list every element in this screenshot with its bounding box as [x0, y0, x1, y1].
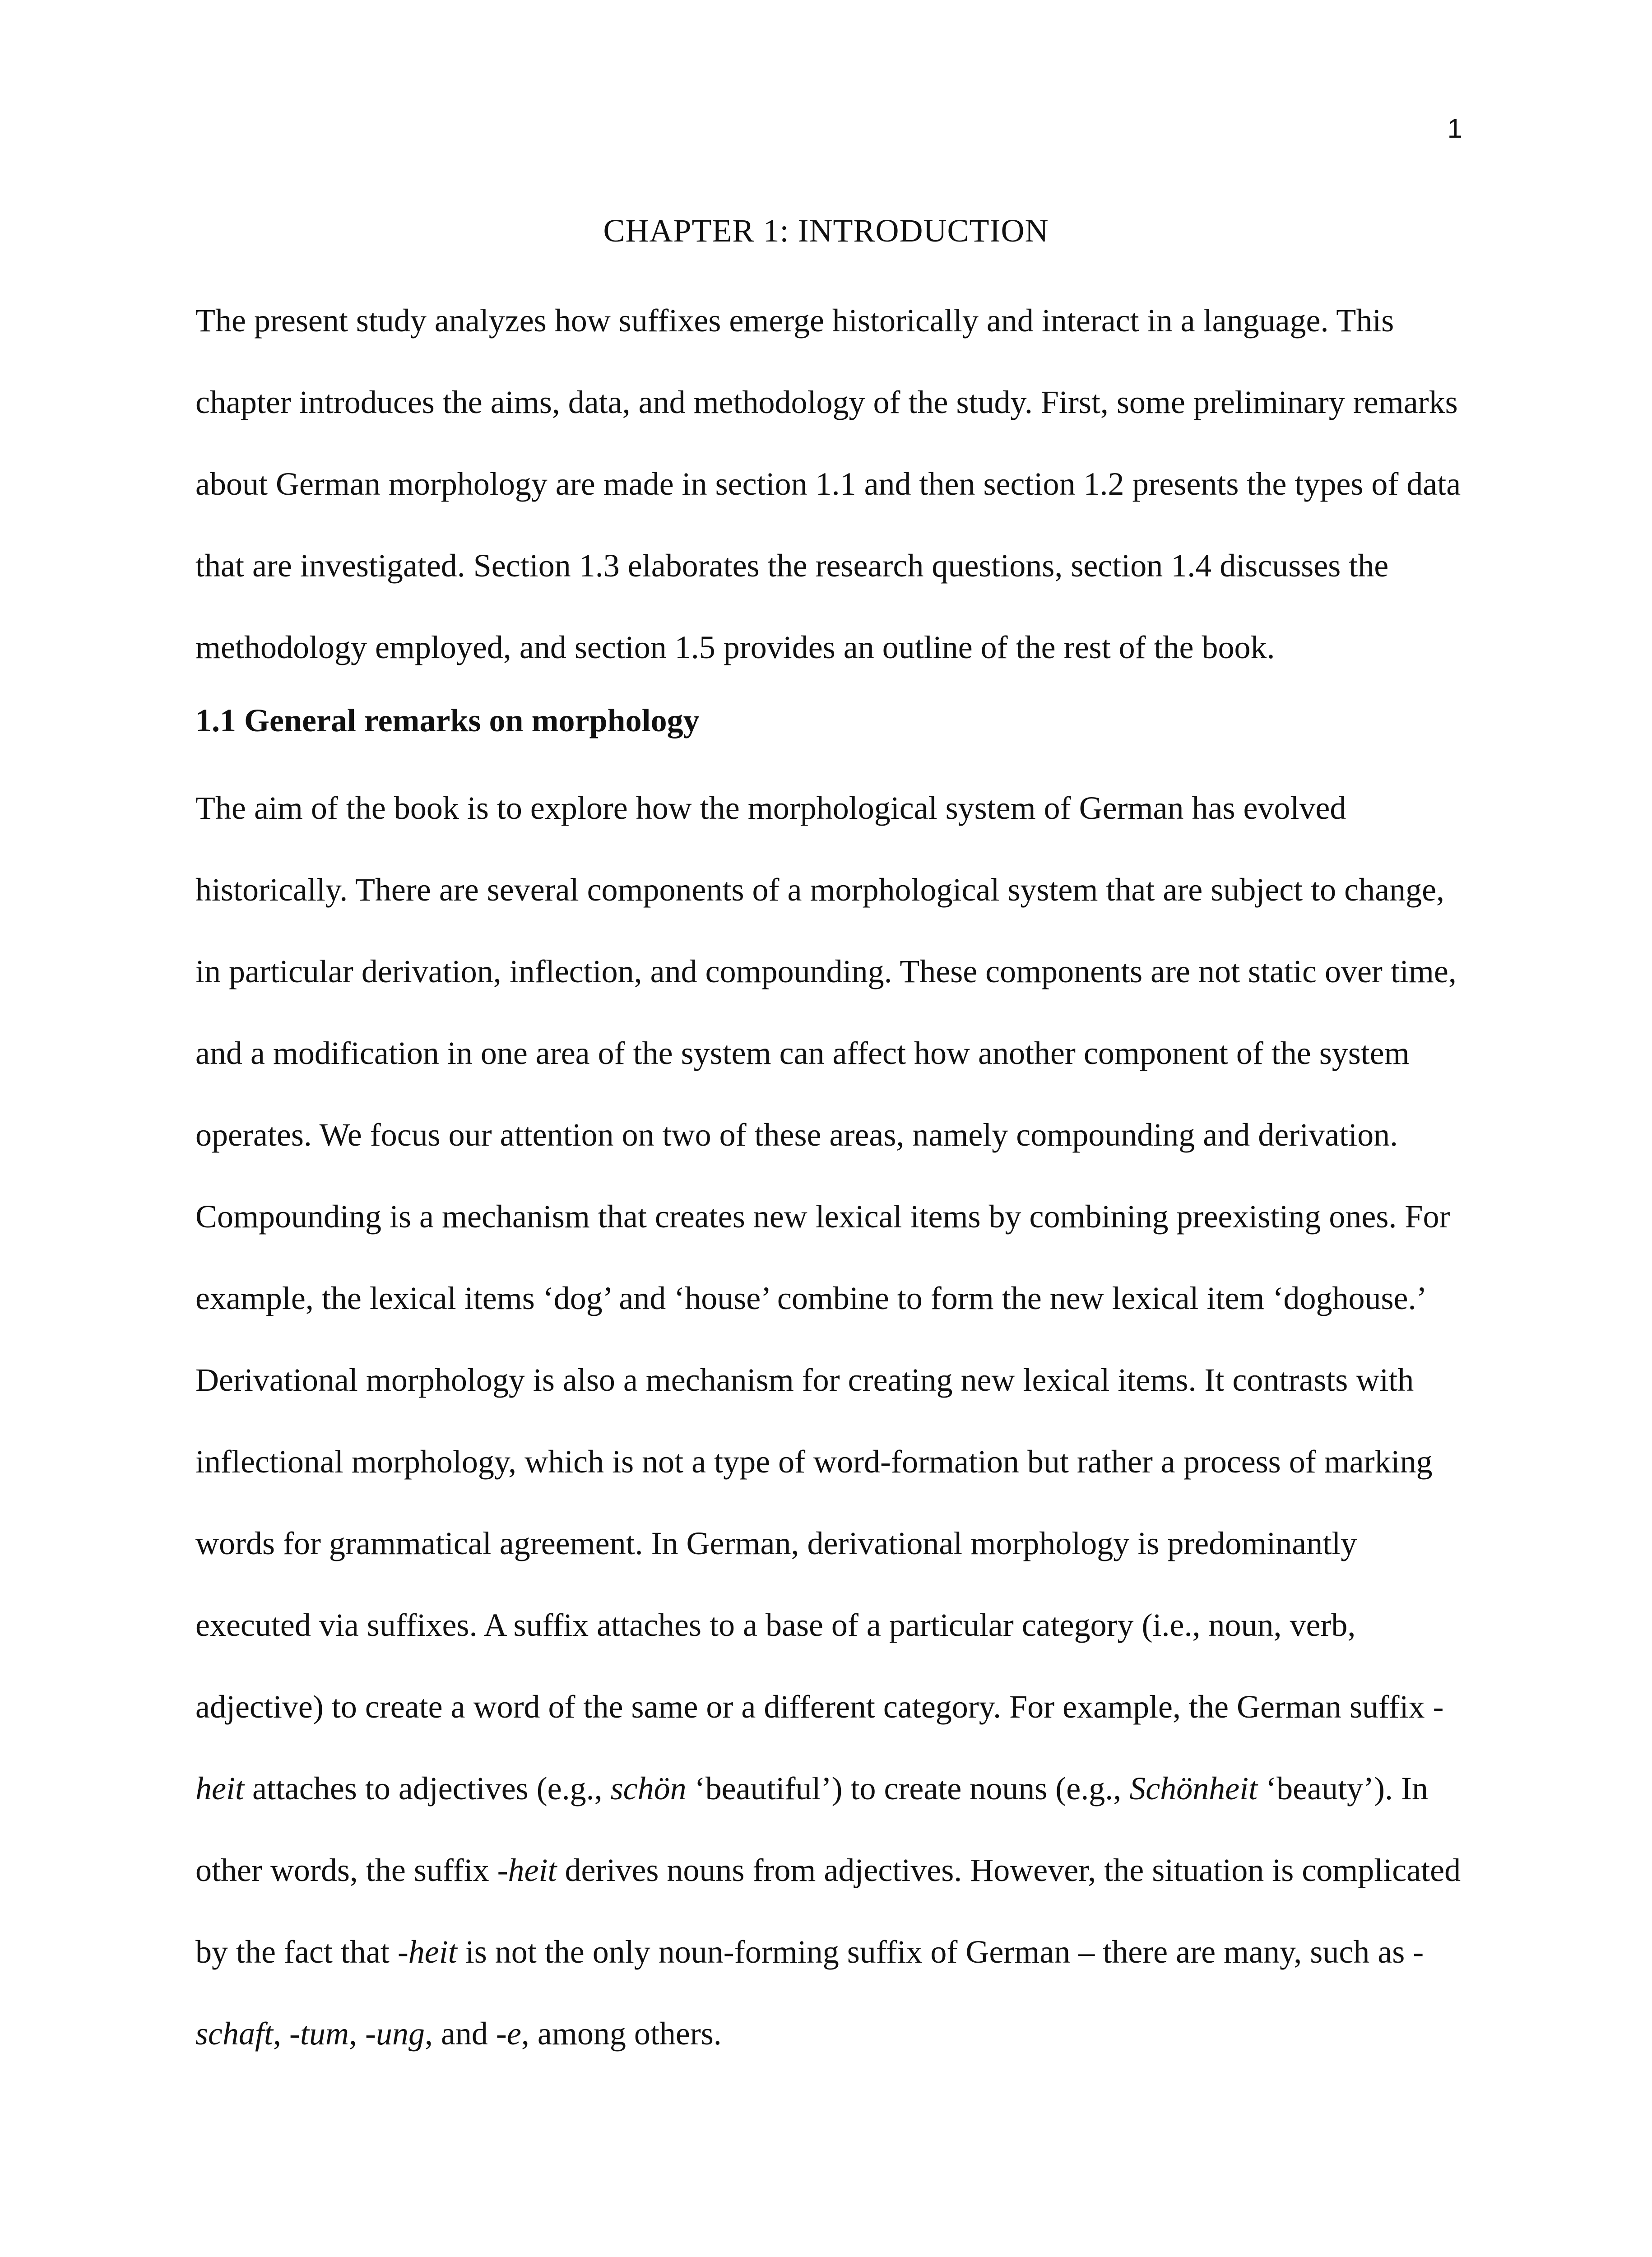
text-line	[195, 1993, 1464, 2075]
text-line: example, the lexical items ‘dog’ and ‘house’ combine to form the new lexical item ‘doghouse.’	[195, 1280, 1427, 1316]
text-run: derives nouns from adjectives. However, the situation is complicated	[557, 1852, 1461, 1888]
italic-term: heit	[195, 1770, 244, 1807]
italic-term: schön	[610, 1770, 687, 1807]
text-line: Derivational morphology is also a mechanism for creating new lexical items. It contrasts with	[195, 1362, 1414, 1398]
text-line: methodology employed, and section 1.5 provides an outline of the rest of the book.	[195, 629, 1275, 665]
text-line: adjective) to create a word of the same or a different category. For example, the German suffix -	[195, 1689, 1444, 1725]
section-paragraph	[195, 767, 1464, 2075]
chapter-title: CHAPTER 1: INTRODUCTION	[603, 213, 1049, 249]
text-line: in particular derivation, inflection, and compounding. These components are not static over time,	[195, 953, 1457, 989]
text-run: , and -	[424, 2016, 507, 2052]
text-line: about German morphology are made in section 1.1 and then section 1.2 presents the types of data	[195, 466, 1461, 502]
text-line: inflectional morphology, which is not a type of word-formation but rather a process of marking	[195, 1444, 1433, 1480]
text-line: The present study analyzes how suffixes emerge historically and interact in a language. This	[195, 302, 1394, 339]
text-line	[195, 1748, 1464, 1830]
text-run: ‘beautiful’) to create nouns (e.g.,	[686, 1770, 1130, 1807]
text-line: executed via suffixes. A suffix attaches to a base of a particular category (i.e., noun, verb,	[195, 1607, 1356, 1643]
italic-term: ung	[376, 2016, 425, 2052]
text-line	[195, 1911, 1464, 1993]
text-run: by the fact that -	[195, 1934, 408, 1970]
italic-term: Schönheit	[1129, 1770, 1258, 1807]
text-line: historically. There are several components of a morphological system that are subject to change,	[195, 872, 1445, 908]
text-line: The aim of the book is to explore how the morphological system of German has evolved	[195, 790, 1346, 826]
section-heading: 1.1 General remarks on morphology	[195, 702, 700, 738]
intro-paragraph	[195, 280, 1464, 688]
text-run: other words, the suffix -	[195, 1852, 508, 1888]
page-number: 1	[1447, 113, 1462, 144]
text-line: operates. We focus our attention on two of these areas, namely compounding and derivation.	[195, 1117, 1398, 1153]
text-line: Compounding is a mechanism that creates new lexical items by combining preexisting ones. For	[195, 1198, 1450, 1235]
italic-term: tum	[300, 2016, 349, 2052]
italic-term: heit	[508, 1852, 557, 1888]
italic-term: heit	[408, 1934, 457, 1970]
italic-term: e	[506, 2016, 521, 2052]
text-run: is not the only noun-forming suffix of German – there are many, such as -	[457, 1934, 1424, 1970]
text-line: words for grammatical agreement. In German, derivational morphology is predominantly	[195, 1525, 1357, 1561]
text-run: ‘beauty’). In	[1258, 1770, 1428, 1807]
text-line	[195, 1830, 1464, 1911]
text-line: and a modification in one area of the system can affect how another component of the system	[195, 1035, 1410, 1071]
text-line: that are investigated. Section 1.3 elaborates the research questions, section 1.4 discusses the	[195, 548, 1389, 584]
text-run: , among others.	[521, 2016, 722, 2052]
text-run: , -	[348, 2016, 376, 2052]
text-run: , -	[273, 2016, 300, 2052]
text-run: attaches to adjectives (e.g.,	[244, 1770, 611, 1807]
text-line: chapter introduces the aims, data, and methodology of the study. First, some preliminary remarks	[195, 384, 1458, 420]
italic-term: schaft	[195, 2016, 273, 2052]
